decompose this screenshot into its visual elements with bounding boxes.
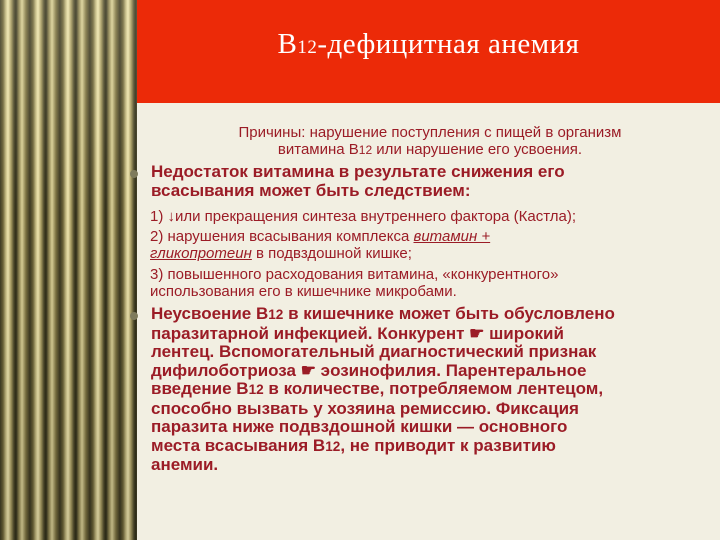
b2-l8-b: , не приводит к развитию	[340, 435, 556, 455]
bullet-1-line-2: всасывания может быть следствием:	[151, 180, 471, 200]
bullet-1-line-1: Недостаток витамина в результате снижения его	[151, 162, 565, 181]
b2-l8-a: места всасывания В	[151, 435, 326, 455]
cause-2-b: в подвздошной кишке;	[251, 245, 412, 262]
bullet-2-line-8	[151, 437, 716, 457]
cause-2-emph-2: гликопротеин	[150, 245, 252, 262]
bullet-2-line-1	[151, 305, 716, 325]
cause-3	[150, 266, 710, 300]
bullet-2-line-5	[151, 380, 716, 400]
b2-l5-a: введение В	[151, 379, 249, 398]
cause-2-a: 2) нарушения всасывания комплекса	[150, 228, 414, 245]
bullet-2-line-7: паразита ниже подвздошной кишки — основного	[151, 417, 568, 436]
intro-text	[150, 124, 710, 159]
bullet-2-line-6: способно вызвать у хозяина ремиссию. Фиксация	[151, 398, 579, 418]
b2-l1-b: в кишечнике может быть обусловлено	[283, 304, 615, 323]
decorative-side-shade	[0, 0, 137, 540]
cause-2-line-1	[150, 228, 710, 245]
slide-title	[137, 28, 720, 61]
title-rest: -дефицитная анемия	[317, 28, 580, 60]
cause-3-line-2: использования его в кишечнике микробами.	[150, 283, 457, 300]
b2-l1-a: Неусвоение В	[151, 304, 269, 323]
intro-line-2-b: или нарушение его усвоения.	[372, 141, 583, 158]
cause-2-emph-1: витамин +	[413, 228, 491, 245]
title-subscript: 12	[297, 37, 318, 58]
intro-line-2-sub: 12	[358, 143, 373, 157]
cause-2	[150, 228, 710, 262]
bullet-2-text	[151, 305, 716, 475]
bullet-1-text	[151, 163, 711, 200]
bullet-dot-icon	[130, 170, 138, 178]
intro-line-1: Причины: нарушение поступления с пищей в организм	[238, 124, 622, 141]
bullet-2-line-2: паразитарной инфекцией. Конкурент ☛ широкий	[151, 323, 564, 343]
bullet-2-line-4: дифилоботриоза ☛ эозинофилия. Парентеральное	[151, 360, 587, 380]
bullet-2-line-9: анемии.	[151, 455, 219, 474]
cause-1: 1) ↓или прекращения синтеза внутреннего фактора (Кастла);	[150, 208, 577, 225]
b2-l1-sub: 12	[268, 307, 284, 322]
bullet-dot-icon	[130, 312, 138, 320]
cause-2-line-2	[150, 245, 710, 262]
cause-3-line-1: 3) повышенного расходования витамина, «конкурентного»	[150, 266, 559, 283]
intro-line-2	[150, 141, 710, 159]
bullet-2-line-3: лентец. Вспомогательный диагностический признак	[151, 342, 597, 361]
b2-l5-sub: 12	[248, 382, 264, 397]
b2-l5-b: в количестве, потребляемом лентецом,	[263, 379, 604, 398]
b2-l8-sub: 12	[325, 438, 341, 454]
title-main: В	[277, 28, 298, 60]
intro-line-2-a: витамина В	[277, 141, 359, 158]
